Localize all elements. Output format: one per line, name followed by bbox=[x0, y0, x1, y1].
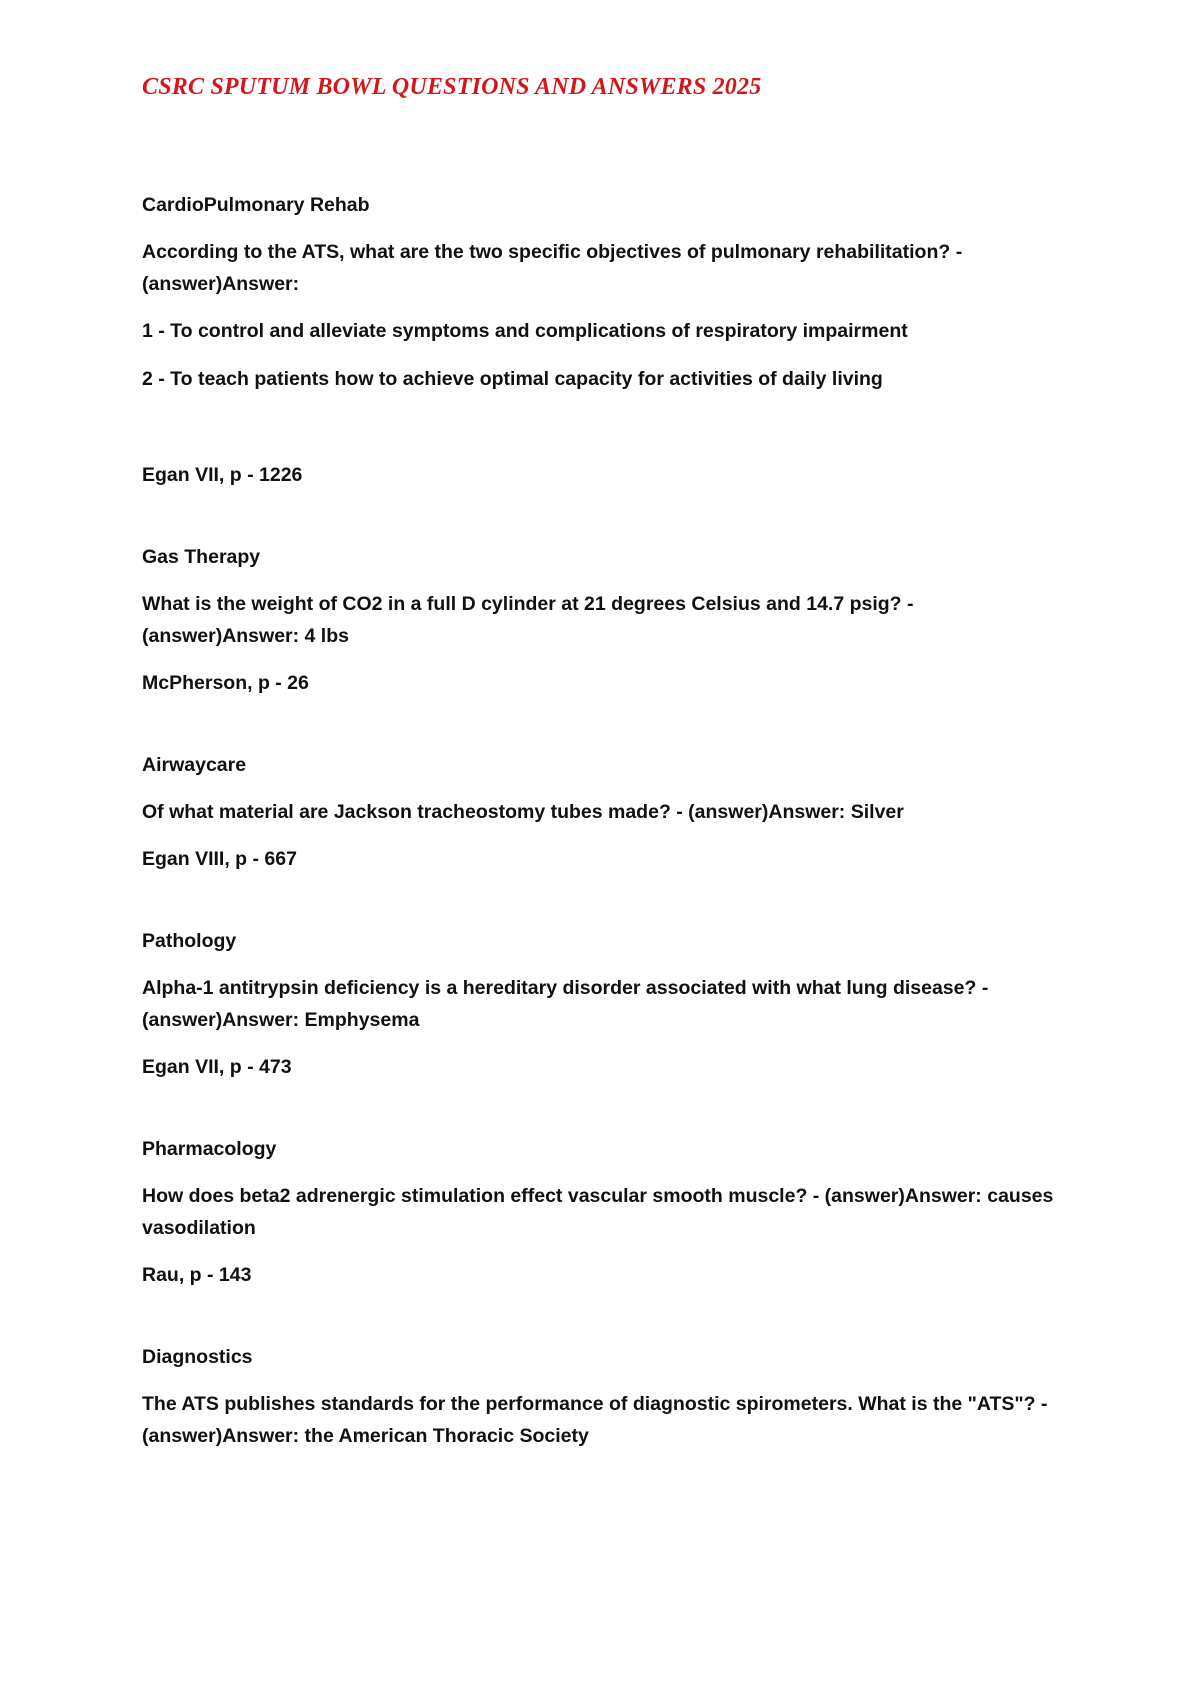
category-heading: Airwaycare bbox=[142, 754, 247, 776]
reference-citation: Egan VIII, p - 667 bbox=[142, 848, 297, 870]
answer-list-item: 1 - To control and alleviate symptoms and complications of respiratory impairment bbox=[142, 320, 908, 342]
qa-section-diagnostics bbox=[142, 1342, 1072, 1452]
qa-section-airwaycare bbox=[142, 750, 1072, 874]
category-heading: Pharmacology bbox=[142, 1138, 277, 1160]
document-title: CSRC SPUTUM BOWL QUESTIONS AND ANSWERS 2025 bbox=[142, 74, 762, 100]
question-text: Alpha-1 antitrypsin deficiency is a hereditary disorder associated with what lung disease? - (answer)Answer: Emphysema bbox=[142, 977, 989, 1031]
qa-section-gas-therapy bbox=[142, 542, 1072, 698]
reference-citation: Egan VII, p - 1226 bbox=[142, 464, 303, 486]
qa-section-pathology bbox=[142, 926, 1072, 1082]
category-heading: Pathology bbox=[142, 930, 237, 952]
reference-citation: Egan VII, p - 473 bbox=[142, 1056, 292, 1078]
document-body bbox=[142, 190, 1072, 1468]
question-text: How does beta2 adrenergic stimulation effect vascular smooth muscle? - (answer)Answer: causes vasodilation bbox=[142, 1185, 1054, 1239]
question-text: According to the ATS, what are the two specific objectives of pulmonary rehabilitation? - (answer)Answer: bbox=[142, 241, 963, 295]
category-heading: CardioPulmonary Rehab bbox=[142, 194, 370, 216]
question-text: What is the weight of CO2 in a full D cylinder at 21 degrees Celsius and 14.7 psig? - (answer)Answer: 4 lbs bbox=[142, 593, 914, 647]
qa-section-cardiopulmonary-rehab bbox=[142, 190, 1072, 490]
category-heading: Diagnostics bbox=[142, 1346, 253, 1368]
reference-citation: Rau, p - 143 bbox=[142, 1264, 252, 1286]
qa-section-pharmacology bbox=[142, 1134, 1072, 1290]
answer-list-item: 2 - To teach patients how to achieve optimal capacity for activities of daily living bbox=[142, 368, 883, 390]
question-text: The ATS publishes standards for the performance of diagnostic spirometers. What is the "ATS"? - (answer)Answer: the American Thoracic Society bbox=[142, 1393, 1048, 1447]
reference-citation: McPherson, p - 26 bbox=[142, 672, 309, 694]
question-text: Of what material are Jackson tracheostomy tubes made? - (answer)Answer: Silver bbox=[142, 801, 904, 823]
category-heading: Gas Therapy bbox=[142, 546, 261, 568]
